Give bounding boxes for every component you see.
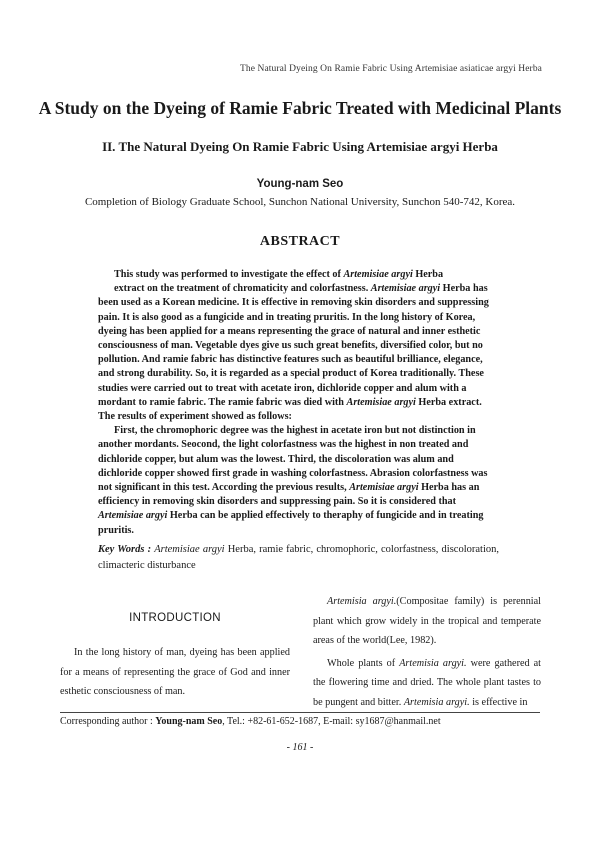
author-name: Young-nam Seo — [256, 178, 344, 190]
keywords: Key Words : Artemisiae argyi Herba, ramie fabric, chromophoric, colorfastness, discoloration, climacteric disturbance — [98, 544, 499, 571]
abstract-paragraph-2: The results of experiment showed as follows: — [98, 411, 292, 423]
abstract-heading: ABSTRACT — [259, 234, 341, 249]
page-number: - 161 - — [286, 742, 314, 753]
abstract-body — [98, 268, 499, 538]
abstract-paragraph-3: First, the chromophoric degree was the highest in acetate iron but not distinction in another mordants. Seocond, the light colorfastness was the highest in non treated and dichloride copper, but alum was the lowest. Third, the discoloration was alum and dichloride copper showed first grade in washing colorfastness. Abrasion colorfastness was not significant in this test. According the previous results, Artemisiae argyi Herba has an efficiency in removing skin disorders and suppressing pain. So it is considered that Artemisiae argyi Herba can be applied effectively to theraphy of fungicide and in treating pruritis. — [98, 425, 488, 536]
author-affiliation: Completion of Biology Graduate School, Sunchon National University, Sunchon 540-742, Korea. — [84, 196, 516, 208]
footnote-divider — [60, 712, 540, 713]
right-column — [313, 592, 541, 712]
paper-title: A Study on the Dyeing of Ramie Fabric Treated with Medicinal Plants — [38, 98, 562, 118]
abstract-paragraph-1b: extract on the treatment of chromaticity and colorfastness. Artemisiae argyi Herba has been used as a Korean medicine. It is effective in removing skin disorders and suppressing pain. It is also good as a fungicide and in treating pruritis. In the long history of Korea, dyeing has been applied for a means representing the grace of natural and inner esthetic consciousness of man. Vegetable dyes give us such great benefits, diversified color, but no pollution. And ramie fabric has distinctive features such as beautiful brilliance, elegance, and strong durability. So, it is regarded as a special product of Korea traditionally. These studies were carried out to treat with acetate iron, dichloride copper and alum with a mordant to ramie fabric. The ramie fabric was died with Artemisiae argyi Herba extract. — [98, 283, 489, 408]
running-header: The Natural Dyeing On Ramie Fabric Using Artemisiae asiaticae argyi Herba — [239, 64, 542, 74]
introduction-right-paragraph-2: Whole plants of Artemisia argyi. were gathered at the flowering time and dried. The whole plant tastes to be pungent and bitter. Artemisia argyi. is effective in — [313, 657, 542, 708]
introduction-right-paragraph-1: Artemisia argyi.(Compositae family) is perennial plant which grow widely in the tropical and temperate areas of the world(Lee, 1982). — [313, 596, 541, 646]
left-column — [60, 643, 290, 702]
paper-subtitle: II. The Natural Dyeing On Ramie Fabric Using Artemisiae argyi Herba — [102, 139, 498, 154]
introduction-heading: INTRODUCTION — [129, 612, 221, 624]
abstract-paragraph-1: This study was performed to investigate the effect of Artemisiae argyi Herba — [114, 269, 444, 280]
corresponding-author-footnote: Corresponding author : Young-nam Seo, Tel.: +82-61-652-1687, E-mail: sy1687@hanmail.net — [60, 716, 441, 727]
introduction-left-paragraph: In the long history of man, dyeing has been applied for a means of representing the grace of God and inner esthetic consciousness of man. — [60, 647, 290, 697]
keywords-label: Key Words : — [98, 544, 155, 555]
